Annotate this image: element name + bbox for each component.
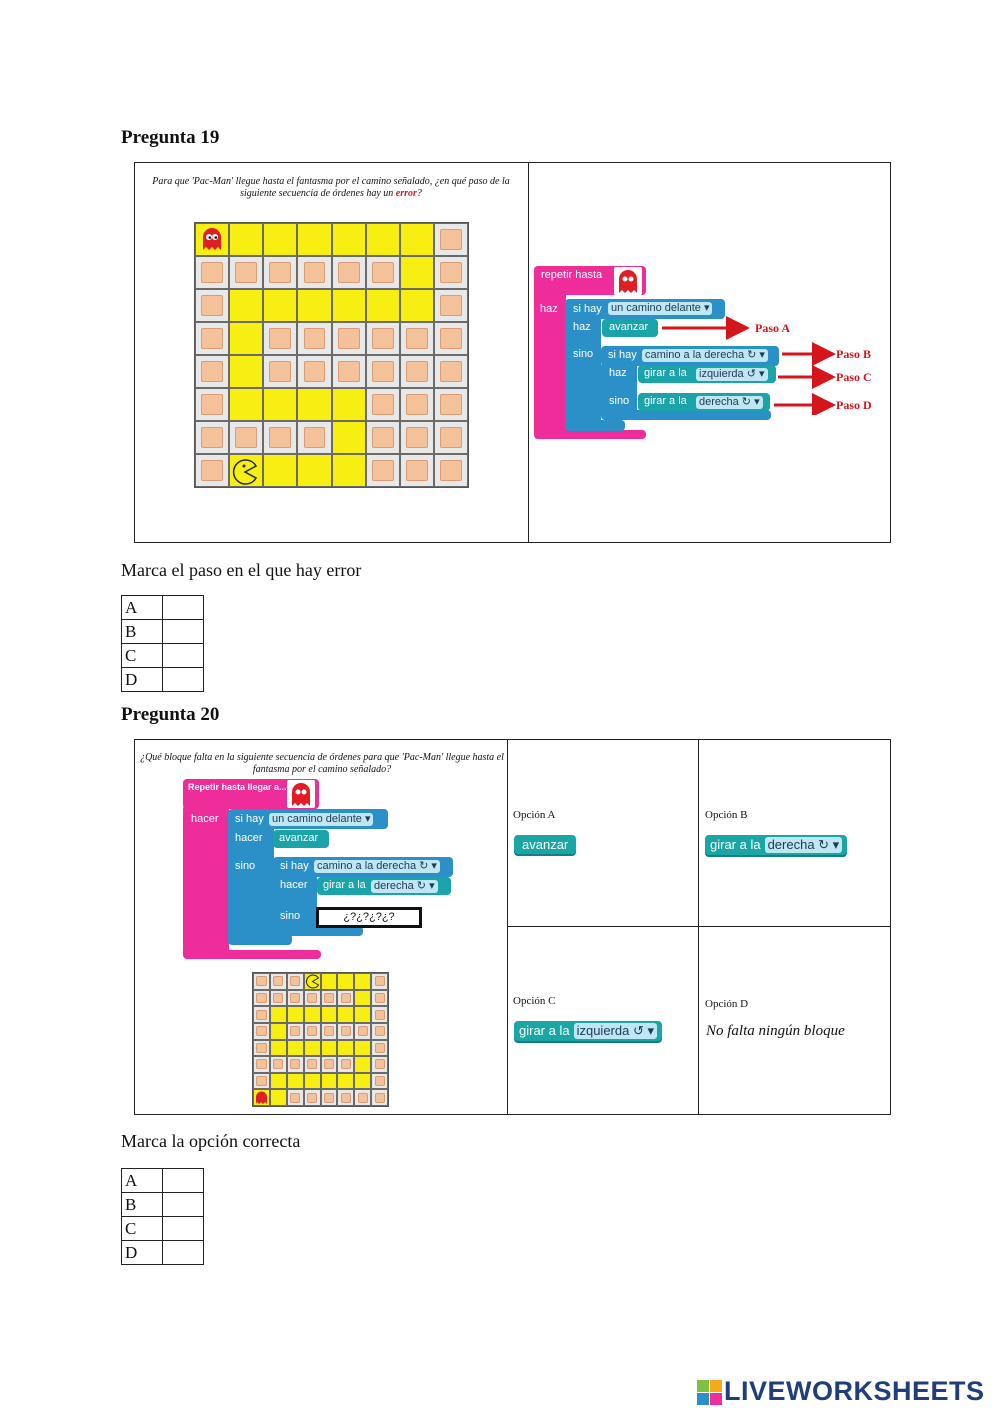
path-cell	[366, 223, 400, 256]
wall-cell	[400, 355, 434, 388]
path-cell	[400, 289, 434, 322]
wall-cell	[366, 388, 400, 421]
wall-cell	[434, 256, 468, 289]
haz-label: haz	[540, 303, 558, 315]
wall-cell	[229, 256, 263, 289]
wall-cell	[253, 1056, 270, 1073]
wall-cell	[366, 322, 400, 355]
path-cell	[270, 1073, 287, 1090]
path-cell	[332, 454, 366, 487]
option-c-block-label: girar a la	[519, 1023, 570, 1038]
wall-cell	[434, 322, 468, 355]
path-cell	[263, 388, 297, 421]
repeat-bottom-bar	[183, 950, 321, 959]
wall-cell	[332, 355, 366, 388]
liveworksheets-logo: LIVEWORKSHEETS	[724, 1376, 985, 1406]
wall-cell	[195, 454, 229, 487]
path-cell	[354, 1040, 371, 1057]
wall-cell	[195, 388, 229, 421]
wall-cell	[337, 1056, 354, 1073]
ghost-icon	[614, 267, 642, 295]
wall-cell	[287, 1056, 304, 1073]
path-cell	[263, 223, 297, 256]
wall-cell	[195, 256, 229, 289]
path-cell	[400, 256, 434, 289]
option-b-direction-dropdown[interactable]: derecha ↻ ▾	[765, 837, 843, 853]
option-d-text: No falta ningún bloque	[706, 1023, 845, 1039]
path-cell	[287, 1040, 304, 1057]
wall-cell	[366, 256, 400, 289]
wall-cell	[371, 1006, 388, 1023]
wall-cell	[321, 1056, 338, 1073]
wall-cell	[371, 1040, 388, 1057]
option-d-label: D	[122, 668, 163, 692]
path-cell	[297, 223, 331, 256]
wall-cell	[263, 421, 297, 454]
q19-divider	[528, 162, 529, 543]
wall-cell	[297, 421, 331, 454]
wall-cell	[400, 322, 434, 355]
wall-cell	[253, 1023, 270, 1040]
q20-answer-table	[121, 1168, 204, 1265]
wall-cell	[287, 990, 304, 1007]
wall-cell	[270, 973, 287, 990]
q19-answer-table	[121, 595, 204, 692]
wall-cell	[321, 990, 338, 1007]
wall-cell	[253, 1006, 270, 1023]
path-cell	[400, 223, 434, 256]
wall-cell	[321, 1089, 338, 1106]
path-cell	[229, 388, 263, 421]
path-cell	[304, 1040, 321, 1057]
option-b-block-label: girar a la	[710, 837, 761, 852]
direction-dropdown[interactable]: izquierda ↺ ▾	[696, 368, 768, 381]
wall-cell	[287, 1023, 304, 1040]
wall-cell	[304, 1056, 321, 1073]
wall-cell	[321, 1023, 338, 1040]
condition-dropdown[interactable]: un camino delante ▾	[269, 813, 373, 826]
wall-cell	[195, 355, 229, 388]
si-hay-label-2: si hay	[280, 860, 309, 872]
wall-cell	[366, 421, 400, 454]
option-a-block[interactable]	[514, 835, 576, 854]
path-cell	[297, 289, 331, 322]
sino-label: sino	[573, 348, 594, 360]
pacman-icon	[305, 974, 320, 989]
path-cell	[270, 1040, 287, 1057]
ghost-icon	[254, 1090, 269, 1105]
wall-cell	[371, 990, 388, 1007]
wall-cell	[434, 223, 468, 256]
path-cell	[354, 1006, 371, 1023]
path-cell	[321, 1073, 338, 1090]
q20-divider-2	[698, 739, 699, 1115]
path-cell	[304, 1006, 321, 1023]
wall-cell	[195, 421, 229, 454]
option-d-label: D	[122, 1241, 163, 1265]
q20-divider-3	[507, 926, 891, 927]
ghost-icon	[199, 226, 225, 252]
option-a-label: A	[122, 1169, 163, 1193]
direction-dropdown-2[interactable]: derecha ↻ ▾	[696, 396, 763, 409]
wall-cell	[253, 990, 270, 1007]
option-c-direction-dropdown[interactable]: izquierda ↺ ▾	[574, 1023, 657, 1039]
wall-cell	[304, 1089, 321, 1106]
wall-cell	[229, 421, 263, 454]
option-c-title: Opción C	[513, 995, 556, 1007]
question-19-title: Pregunta 19	[121, 127, 220, 148]
wall-cell	[253, 973, 270, 990]
path-cell	[354, 990, 371, 1007]
option-a-title: Opción A	[513, 809, 556, 821]
option-b-label: B	[122, 1193, 163, 1217]
condition-dropdown[interactable]: un camino delante ▾	[608, 302, 712, 315]
sino-label-2: sino	[280, 910, 301, 922]
option-a-block-label: avanzar	[522, 837, 569, 852]
path-cell	[321, 973, 338, 990]
q19-maze-grid	[194, 222, 469, 488]
wall-cell	[297, 322, 331, 355]
option-c-checkbox[interactable]	[163, 644, 204, 668]
missing-block-box[interactable]: ¿?¿?¿?¿?	[316, 907, 422, 928]
condition-dropdown-2[interactable]: camino a la derecha ↻ ▾	[314, 860, 440, 873]
liveworksheets-logo-icon	[697, 1380, 723, 1406]
wall-cell	[297, 256, 331, 289]
wall-cell	[400, 388, 434, 421]
path-cell	[337, 1040, 354, 1057]
wall-cell	[434, 421, 468, 454]
wall-cell	[195, 289, 229, 322]
wall-cell	[434, 388, 468, 421]
wall-cell	[366, 355, 400, 388]
girar-label: girar a la	[323, 879, 366, 891]
q20-maze-grid	[252, 972, 389, 1107]
repeat-until-label: repetir hasta	[541, 269, 603, 281]
path-cell	[337, 1073, 354, 1090]
pacman-icon	[231, 458, 259, 486]
wall-cell	[263, 256, 297, 289]
q19-caption: Para que 'Pac-Man' llegue hasta el fantasma por el camino señalado, ¿en qué paso de la siguiente secuencia de órdenes hay un error?	[152, 176, 510, 199]
path-cell	[332, 421, 366, 454]
path-cell	[229, 322, 263, 355]
path-cell	[270, 1023, 287, 1040]
condition-dropdown-2[interactable]: camino a la derecha ↻ ▾	[642, 349, 768, 362]
wall-cell	[287, 1089, 304, 1106]
wall-cell	[434, 454, 468, 487]
path-cell	[287, 1073, 304, 1090]
option-b-block[interactable]	[705, 835, 847, 855]
q20-divider-1	[507, 739, 508, 1115]
path-cell	[229, 355, 263, 388]
path-cell	[321, 1040, 338, 1057]
path-cell	[229, 223, 263, 256]
repeat-body-bar	[183, 805, 229, 957]
path-cell	[354, 973, 371, 990]
path-cell	[297, 454, 331, 487]
option-d-checkbox[interactable]	[163, 668, 204, 692]
sino-label-2: sino	[609, 395, 630, 407]
option-c-label: C	[122, 1217, 163, 1241]
wall-cell	[263, 322, 297, 355]
wall-cell	[297, 355, 331, 388]
wall-cell	[354, 1089, 371, 1106]
option-c-checkbox[interactable]	[163, 1217, 204, 1241]
path-cell	[297, 388, 331, 421]
wall-cell	[253, 1040, 270, 1057]
repeat-bottom-bar	[534, 430, 646, 439]
wall-cell	[304, 990, 321, 1007]
path-cell	[229, 289, 263, 322]
paso-d-label: Paso D	[836, 398, 872, 412]
wall-cell	[371, 1089, 388, 1106]
option-d-checkbox[interactable]	[163, 1241, 204, 1265]
wall-cell	[400, 421, 434, 454]
if-bottom-bar	[565, 420, 625, 431]
hacer-label-3: hacer	[280, 879, 308, 891]
wall-cell	[332, 322, 366, 355]
sino-label: sino	[235, 860, 256, 872]
wall-cell	[337, 1089, 354, 1106]
path-cell	[366, 289, 400, 322]
path-cell	[263, 454, 297, 487]
wall-cell	[366, 454, 400, 487]
path-cell	[270, 1089, 287, 1106]
path-cell	[337, 973, 354, 990]
wall-cell	[337, 990, 354, 1007]
wall-cell	[371, 1056, 388, 1073]
wall-cell	[332, 256, 366, 289]
path-cell	[337, 1006, 354, 1023]
question-20-title: Pregunta 20	[121, 704, 220, 725]
ghost-icon	[287, 780, 315, 808]
repeat-until-label: Repetir hasta llegar a...	[188, 782, 287, 792]
q20-instruction: Marca la opción correcta	[121, 1131, 301, 1151]
wall-cell	[434, 289, 468, 322]
wall-cell	[263, 355, 297, 388]
option-d-title: Opción D	[705, 998, 749, 1010]
si-hay-label: si hay	[573, 303, 602, 315]
wall-cell	[304, 1023, 321, 1040]
path-cell	[332, 388, 366, 421]
path-cell	[287, 1006, 304, 1023]
haz-label-3: haz	[609, 367, 627, 379]
option-c-block[interactable]	[514, 1021, 662, 1041]
paso-a-label: Paso A	[755, 321, 791, 335]
option-c-label: C	[122, 644, 163, 668]
wall-cell	[371, 1023, 388, 1040]
wall-cell	[195, 322, 229, 355]
wall-cell	[337, 1023, 354, 1040]
q20-caption: ¿Qué bloque falta en la siguiente secuencia de órdenes para que 'Pac-Man' llegue hasta el fantasma por el camino señalado?	[140, 752, 504, 775]
option-b-title: Opción B	[705, 809, 748, 821]
option-b-label: B	[122, 620, 163, 644]
path-cell	[354, 1056, 371, 1073]
si-hay-label: si hay	[235, 813, 264, 825]
option-b-checkbox[interactable]	[163, 1193, 204, 1217]
paso-b-label: Paso B	[836, 347, 872, 361]
wall-cell	[287, 973, 304, 990]
path-cell	[321, 1006, 338, 1023]
wall-cell	[270, 1056, 287, 1073]
wall-cell	[434, 355, 468, 388]
path-cell	[354, 1073, 371, 1090]
wall-cell	[354, 1023, 371, 1040]
paso-c-label: Paso C	[836, 370, 872, 384]
path-cell	[304, 1073, 321, 1090]
avanzar-label: avanzar	[609, 321, 649, 333]
path-cell	[332, 223, 366, 256]
wall-cell	[400, 454, 434, 487]
q19-instruction: Marca el paso en el que hay error	[121, 560, 362, 580]
hacer-label: hacer	[191, 813, 219, 825]
wall-cell	[270, 990, 287, 1007]
hacer-label-2: hacer	[235, 832, 263, 844]
option-b-checkbox[interactable]	[163, 620, 204, 644]
si-hay-label-2: si hay	[608, 349, 637, 361]
wall-cell	[371, 1073, 388, 1090]
path-cell	[263, 289, 297, 322]
wall-cell	[253, 1073, 270, 1090]
path-cell	[332, 289, 366, 322]
avanzar-label: avanzar	[279, 832, 319, 844]
path-cell	[270, 1006, 287, 1023]
girar-label-2: girar a la	[644, 395, 687, 407]
direction-dropdown[interactable]: derecha ↻ ▾	[371, 880, 438, 893]
option-a-checkbox[interactable]	[163, 596, 204, 620]
wall-cell	[371, 973, 388, 990]
option-a-checkbox[interactable]	[163, 1169, 204, 1193]
girar-label: girar a la	[644, 367, 687, 379]
haz-label-2: haz	[573, 321, 591, 333]
option-a-label: A	[122, 596, 163, 620]
